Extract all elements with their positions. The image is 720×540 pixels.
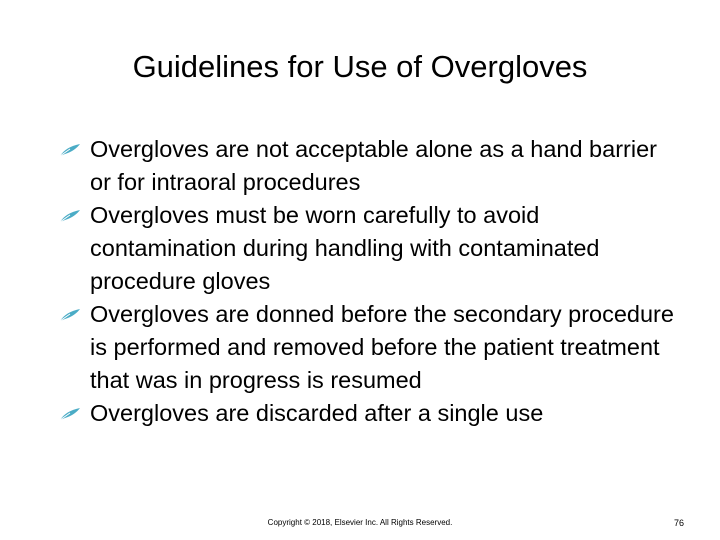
bullet-list [59, 133, 679, 430]
copyright-footer: Copyright © 2018, Elsevier Inc. All Rights Reserved. [267, 518, 453, 527]
bullet-text: Overgloves are not acceptable alone as a hand barrier or for intraoral procedures [90, 136, 657, 195]
bullet-item [59, 199, 679, 298]
slide-title: Guidelines for Use of Overgloves [132, 49, 588, 84]
bullet-text: Overgloves must be worn carefully to avoid contamination during handling with contaminated procedure gloves [90, 202, 600, 294]
feather-quill-icon [59, 308, 81, 322]
feather-quill-icon [59, 209, 81, 223]
bullet-item [59, 397, 679, 430]
feather-quill-icon [59, 143, 81, 157]
bullet-text: Overgloves are discarded after a single use [90, 400, 544, 426]
bullet-item [59, 298, 679, 397]
feather-quill-icon [59, 407, 81, 421]
bullet-text: Overgloves are donned before the secondary procedure is performed and removed before the patient treatment that was in progress is resumed [90, 301, 674, 393]
slide-number: 76 [673, 518, 684, 528]
bullet-item [59, 133, 679, 199]
